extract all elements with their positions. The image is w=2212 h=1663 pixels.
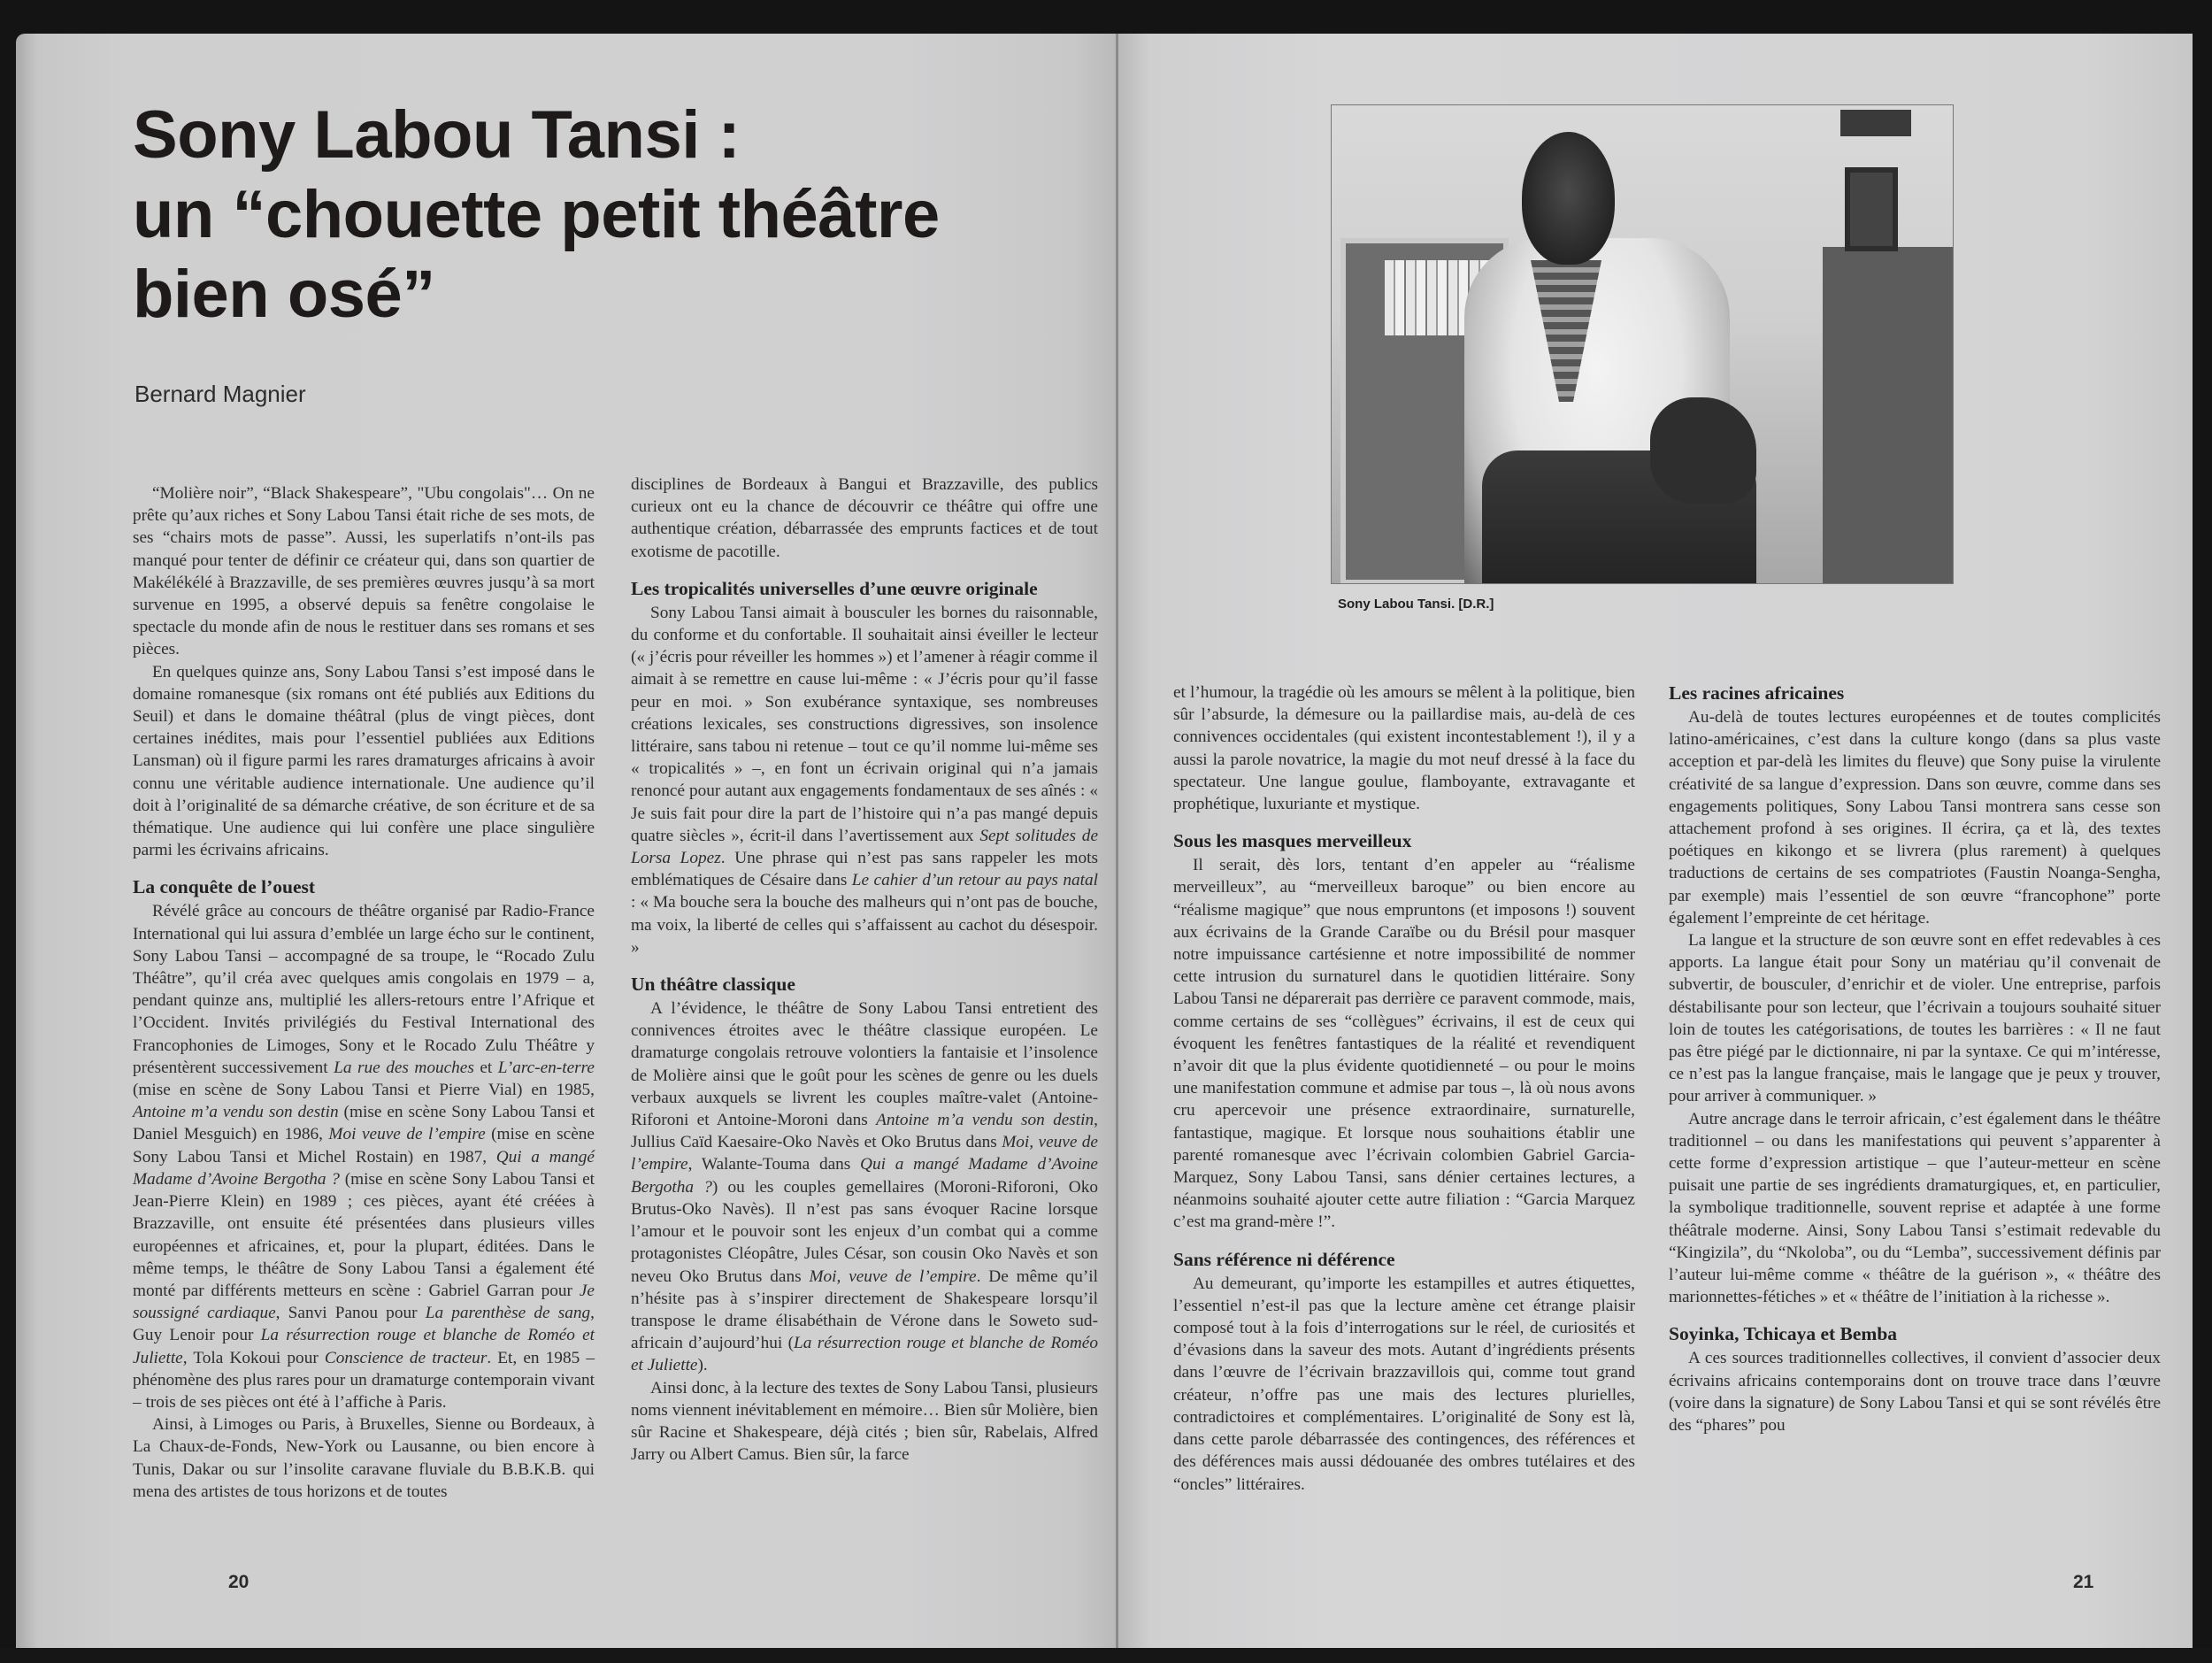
section-heading: Un théâtre classique [631, 974, 795, 996]
title-line-1: Sony Labou Tansi : [133, 97, 741, 173]
paragraph: Révélé grâce au concours de théâtre organisé par Radio-France International qui lui assura d’emblée un large écho sur le continent, Sony Labou Tansi – accompagné de sa troupe, le “Rocado Zulu Théâtre”, qu’il créa avec quelques amis congolais en 1979 – a, pendant quinze ans, multiplié les allers-retours entre l’Afrique et l’Occident. Invités privilégiés du Festival International des Francophonies de Limoges, Sony et le Rocado Zulu Théâtre y présentèrent successivement La rue des mouches et L’arc-en-terre (mise en scène de Sony Labou Tansi et Pierre Vial) en 1985, Antoine m’a vendu son destin (mise en scène Sony Labou Tansi et Daniel Mesguich) en 1986, Moi veuve de l’empire (mise en scène Sony Labou Tansi et Michel Rostain) en 1987, Qui a mangé Madame d’Avoine Bergotha ? (mise en scène Sony Labou Tansi et Jean-Pierre Klein) en 1989 ; ces pièces, ayant été créées à Brazzaville, ont ensuite été présentées dans plusieurs villes européennes et africaines, et, pour la plupart, éditées. Dans le même temps, le théâtre de Sony Labou Tansi a également été monté par différents metteurs en scène : Gabriel Garran pour Je soussigné cardiaque, Sanvi Panou pour La parenthèse de sang, Guy Lenoir pour La résurrection rouge et blanche de Roméo et Juliette, Tola Kokoui pour Conscience de tracteur. Et, en 1985 – phénomène des plus rares pour un dramaturge contemporain vivant – trois de ses pièces ont été à l’affiche à Paris. [133, 902, 595, 1412]
paragraph: disciplines de Bordeaux à Bangui et Brazzaville, des publics curieux ont eu la chance de découvrir ce théâtre qui offre une authentique création, débarrassée des emprunts factices et de tout exotisme de pacotille. [631, 475, 1098, 561]
text-column-1 [133, 482, 595, 1503]
photo-frame-top [1840, 110, 1911, 136]
title-line-2: un “chouette petit théâtre [133, 177, 940, 252]
paragraph: Il serait, dès lors, tentant d’en appeler au “réalisme merveilleux”, au “merveilleux baroque” ou bien encore au “réalisme magique” que nous empruntons (et imposons !) souvent aux écrivains de la Grande Caraïbe ou du Brésil pour masquer notre impuissance cartésienne et notre impossibilité de nommer cette intrusion du surnaturel dans le quotidien littéraire. Sony Labou Tansi ne déparerait pas derrière ce paravent commode, mais, comme certains de ses “collègues” écrivains, il est de ceux qui évoquent les fenêtres fantastiques de la réalité et revendiquent n’avoir dit que la plus évidente quotidienneté – ou pour le moins une manifestation commune et admise par tous –, là où nous avons cru apercevoir une présence extraordinaire, surnaturelle, fantastique, magique. Et lorsque nous souhaitions établir une parenté romanesque avec l’écrivain colombien Gabriel Garcia-Marquez, Sony Labou Tansi, sans dénier certaines lectures, a néanmoins souhaité ajouter cette autre filiation : “Garcia Marquez c’est ma grand-mère !”. [1173, 856, 1635, 1232]
author-photo [1331, 104, 1954, 584]
section-heading: Soyinka, Tchicaya et Bemba [1669, 1323, 1898, 1345]
text-column-4 [1669, 681, 2161, 1436]
section-heading: Les tropicalités universelles d’une œuvre originale [631, 577, 1038, 599]
paragraph: A ces sources traditionnelles collectives, il convient d’associer deux écrivains africains contemporains dont on trouve trace dans l’œuvre (voire dans la signature) de Sony Labou Tansi et qui se sont révélés être des “phares” pou [1669, 1349, 2161, 1436]
photo-figure-head [1522, 132, 1615, 265]
paragraph: La langue et la structure de son œuvre sont en effet redevables à ces apports. La langue était pour Sony un matériau qu’il convenait de subvertir, de bousculer, d’enrichir et de violer. Une entreprise, parfois déstabilisante pour son lecteur, que l’écrivain a toujours souhaité situer loin de toutes les catégorisations, de toutes les barrières : « Il ne faut pas être piégé par le dictionnaire, ni par la syntaxe. Ce qui m’intéresse, ce n’est pas la langue française, mais le langage que je peux y trouver, pour arriver à communiquer. » [1669, 931, 2161, 1106]
paragraph: Au demeurant, qu’importe les estampilles et autres étiquettes, l’essentiel n’est-il pas que la lecture amène cet étrange plaisir composé tout à la fois d’interrogations sur le réel, de curiosités et d’évasions dans la saveur des mots. Autant d’ingrédients présents dans l’œuvre de l’écrivain brazzavillois qui, comme tout grand créateur, n’offre pas une mais des lectures plurielles, contradictoires et complémentaires. L’originalité de Sony est là, dans cette parole débarrassée des contingences, des références et des déférences mais aussi dédouanée des ombres tutélaires et des “oncles” littéraires. [1173, 1274, 1635, 1494]
background-edge [0, 1648, 2212, 1663]
text-column-2 [631, 473, 1098, 1466]
paragraph: A l’évidence, le théâtre de Sony Labou Tansi entretient des connivences étroites avec le théâtre classique européen. Le dramaturge congolais retrouve volontiers la fantaisie et l’insolence de Molière ainsi que le goût pour les scènes de genre ou les duels verbaux auxquels se livrent les couples maître-valet (Antoine-Riforoni et Antoine-Moroni dans Antoine m’a vendu son destin, Jullius Caïd Kaesaire-Oko Navès et Oko Brutus dans Moi, veuve de l’empire, Walante-Touma dans Qui a mangé Madame d’Avoine Bergotha ?) ou les couples gemellaires (Moroni-Riforoni, Oko Brutus-Oko Navès). Il n’est pas sans évoquer Racine lorsque l’amour et le pouvoir sont les enjeux d’un combat qui a comme protagonistes Cléopâtre, Jules César, son cousin Oko Navès et son neveu Oko Brutus dans Moi, veuve de l’empire. De même qu’il n’hésite pas à s’inspirer directement de Shakespeare lorsqu’il transpose le drame élisabéthain de Vérone dans le Soweto sud-africain d’aujourd’hui (La résurrection rouge et blanche de Roméo et Juliette). [631, 999, 1099, 1375]
page-gutter [1116, 34, 1118, 1653]
article-title [133, 96, 1106, 335]
paragraph: En quelques quinze ans, Sony Labou Tansi s’est imposé dans le domaine romanesque (six romans ont été publiés aux Editions du Seuil) et dans le domaine théâtral (plus de vingt pièces, dont certaines inédites, mais pour l’essentiel publiées aux Editions Lansman) où il figure parmi les rares dramaturges africains à avoir connu une véritable audience internationale. Une audience qu’il doit à l’originalité de sa démarche créative, de son écriture et de sa thématique. Une audience qui lui confère une place singulière parmi les écrivains africains. [133, 662, 595, 860]
section-heading: Sans référence ni déférence [1173, 1248, 1395, 1270]
title-line-3: bien osé” [133, 257, 435, 332]
paragraph: et l’humour, la tragédie où les amours se mêlent à la politique, bien sûr l’absurde, la démesure ou la paillardise mais, au-delà de ces connivences occidentales (qui existent incontestablement !), il y a aussi la parole novatrice, la magie du mot neuf dressé à la face du spectateur. Une langue goulue, flamboyante, extravagante et prophétique, luxuriante et mystique. [1173, 683, 1635, 814]
page-number-left: 20 [228, 1572, 250, 1592]
photo-figure-arm [1650, 397, 1756, 504]
photo-frame [1845, 167, 1898, 251]
paragraph: Ainsi donc, à la lecture des textes de Sony Labou Tansi, plusieurs noms viennent inévitablement en mémoire… Bien sûr Molière, bien sûr Racine et Shakespeare, déjà cités ; bien sûr, Rabelais, Alfred Jarry ou Albert Camus. Bien sûr, la farce [631, 1378, 1098, 1465]
section-heading: La conquête de l’ouest [133, 876, 316, 898]
paragraph: Au-delà de toutes lectures européennes et de toutes complicités latino-américaines, c’est dans la culture kongo (dans sa plus vaste acception et par-delà les limites du fleuve) que Sony puise la virulente créativité de sa langue d’expression. Dans son œuvre, comme dans ses engagements politiques, Sony Labou Tansi montrera sans cesse son attachement profond à ses origines. Il écrira, ça et là, des textes poétiques en kikongo et se livrera (plus rarement) à quelques traductions de certains de ses compatriotes (Faustin Noanga-Sengha, par exemple) mais l’essentiel de son œuvre “francophone” porte également l’empreinte de cet héritage. [1669, 708, 2161, 928]
text-column-3 [1173, 681, 1635, 1496]
paragraph: Autre ancrage dans le terroir africain, c’est également dans le théâtre traditionnel – ou dans les manifestations qui peuvent s’apparenter à cette forme d’expression artistique – que l’auteur-metteur en scène puisait une partie de ses ingrédients dramaturgiques, et, en particulier, la symbolique traditionnelle, souvent reprise et adaptée à une forme théâtrale moderne. Ainsi, Sony Labou Tansi s’estimait redevable du “Kingizila”, du “Nkoloba”, ou du “Lemba”, successivement définis par l’auteur lui-même comme « théâtre de la guérison », « théâtre des marionnettes-fétiches » et « théâtre de l’initiation à la richesse ». [1669, 1109, 2161, 1307]
page-number-right: 21 [2073, 1572, 2094, 1592]
author-byline: Bernard Magnier [134, 381, 306, 407]
section-heading: Sous les masques merveilleux [1173, 830, 1412, 852]
paragraph: “Molière noir”, “Black Shakespeare”, "Ubu congolais"… On ne prête qu’aux riches et Sony Labou Tansi était riche de ses mots, de ses “chairs mots de passe”. Aussi, les superlatifs n’ont-ils pas manqué pour tenter de définir ce créateur qui, dans son quartier de Makélékélé à Brazzaville, de ses premières œuvres jusqu’à sa mort survenue en 1995, a observé depuis sa fenêtre congolaise le spectacle du monde afin de nous le restituer dans ses romans et ses pièces. [133, 484, 595, 659]
photo-caption: Sony Labou Tansi. [D.R.] [1338, 597, 1494, 612]
photo-cabinet [1823, 247, 1954, 584]
paragraph: Ainsi, à Limoges ou Paris, à Bruxelles, Sienne ou Bordeaux, à La Chaux-de-Fonds, New-York ou Lausanne, ou bien encore à Tunis, Dakar ou sur l’insolite caravane fluviale du B.B.K.B. qui mena des artistes de tous horizons et de toutes [133, 1415, 595, 1501]
paragraph: Sony Labou Tansi aimait à bousculer les bornes du raisonnable, du conforme et du confortable. Il souhaitait ainsi éveiller le lecteur (« j’écris pour réveiller les hommes ») et l’amener à réagir comme il aimait à se remettre en cause lui-même : « J’écris pour qu’il fasse peur en moi. » Son exubérance syntaxique, ses nombreuses créations lexicales, ses constructions digressives, son insolence littéraire, sans tabou ni retenue – tout ce qu’il nomme lui-même ses « tropicalités » –, en font un écrivain original qui n’a jamais renoncé pour autant aux engagements fondamentaux de ses aînés : « Je suis fait pour dire la part de l’histoire qui n’a pas mangé depuis quatre siècles », écrit-il dans l’avertissement aux Sept solitudes de Lorsa Lopez. Une phrase qui n’est pas sans rappeler les mots emblématiques de Césaire dans Le cahier d’un retour au pays natal : « Ma bouche sera la bouche des malheurs qui n’ont pas de bouche, ma voix, la liberté de celles qui s’affaissent au cachot du désespoir. » [631, 603, 1098, 957]
section-heading: Les racines africaines [1669, 682, 1845, 704]
